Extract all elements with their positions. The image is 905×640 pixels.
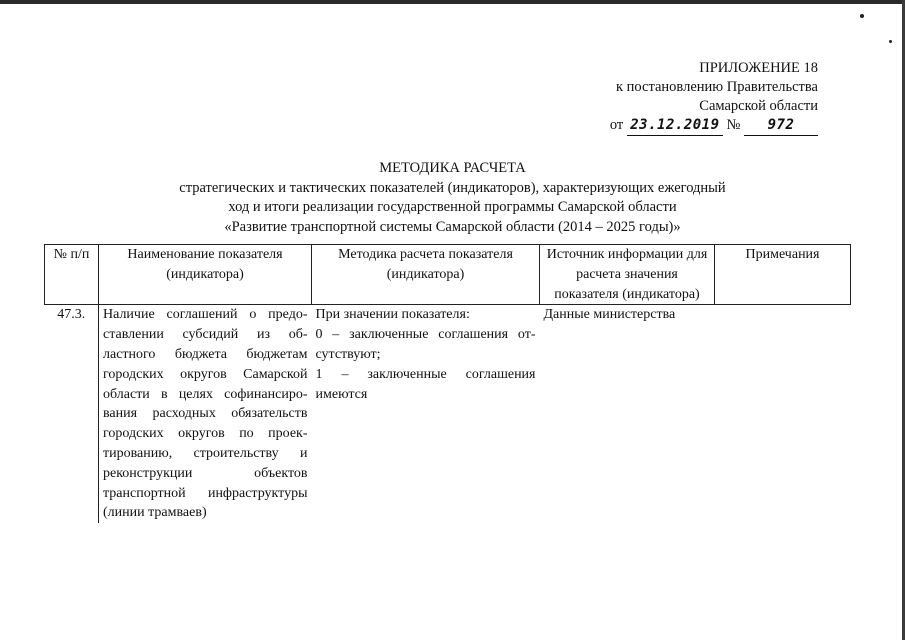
indicator-name-line: Наличие соглашений о предо- [103, 307, 308, 323]
method-line: При значении показателя: [315, 307, 470, 323]
notes-cell [715, 305, 851, 523]
appendix-resolution-line: к постановлению Правительства [616, 79, 818, 95]
document-heading [0, 159, 905, 237]
methodology-table [44, 244, 851, 523]
appendix-date-line [558, 116, 818, 136]
header-indicator-name: Наименование показателя (индикатора) [99, 245, 312, 305]
indicator-name-line: области в целях софинансиро- [103, 386, 308, 402]
indicator-name-line: ставлении субсидий из об- [103, 327, 308, 343]
method-line: 0 – заключенные соглашения от- [315, 327, 536, 343]
header-information-source: Источник информации для расчета значения показателя (индикатора) [540, 245, 715, 305]
heading-line: «Развитие транспортной системы Самарской области (2014 – 2025 годы)» [224, 218, 681, 235]
handwritten-number: 972 [744, 116, 818, 136]
indicator-name-cell [99, 305, 312, 523]
header-notes: Примечания [715, 245, 851, 305]
heading-line: ход и итоги реализации государственной программы Самарской области [228, 199, 677, 215]
number-prefix: № [726, 117, 741, 133]
appendix-region-line: Самарской области [699, 98, 818, 114]
table-row [45, 305, 851, 523]
row-number: 47.3. [45, 305, 99, 523]
header-number: № п/п [45, 245, 99, 305]
information-source-cell: Данные министерства [543, 307, 676, 323]
calculation-method-cell [312, 305, 540, 523]
table-header-row [45, 245, 851, 305]
handwritten-date: 23.12.2019 [627, 116, 723, 136]
method-line: 1 – заключенные соглашения [315, 366, 536, 382]
indicator-name-line: транспортной инфраструктуры [103, 485, 308, 501]
scan-speck [860, 14, 864, 18]
date-prefix: от [609, 117, 624, 133]
document-title: МЕТОДИКА РАСЧЕТА [379, 160, 526, 176]
indicator-name-line: реконструкции объектов [103, 465, 308, 481]
indicator-name-line: ластного бюджета бюджетам [103, 346, 308, 362]
scan-speck [889, 40, 892, 43]
indicator-name-line: тированию, строительству и [103, 445, 308, 461]
method-line: сутствуют; [315, 346, 381, 362]
indicator-name-line: городских округов по проек- [103, 426, 308, 442]
indicator-name-line: (линии трамваев) [103, 505, 207, 521]
method-line: имеются [315, 386, 368, 402]
heading-line: стратегических и тактических показателей (индикаторов), характеризующих ежегодный [179, 179, 726, 196]
indicator-name-line: вания расходных обязательств [103, 406, 308, 422]
header-calculation-method: Методика расчета показателя (индикатора) [312, 245, 540, 305]
scan-top-edge [0, 0, 905, 4]
appendix-title: ПРИЛОЖЕНИЕ 18 [699, 60, 818, 76]
appendix-block [558, 59, 818, 136]
indicator-name-line: городских округов Самарской [103, 366, 308, 382]
